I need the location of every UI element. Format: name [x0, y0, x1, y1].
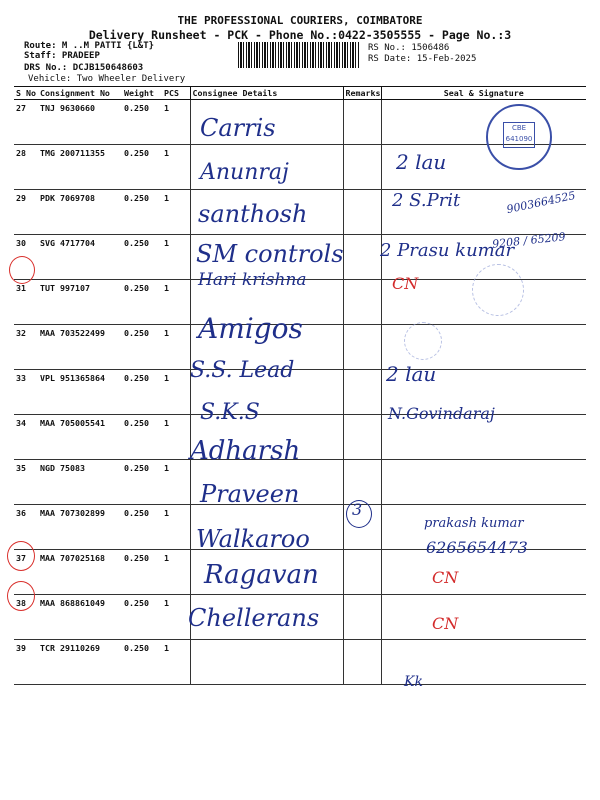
remarks-cell — [343, 595, 381, 640]
remarks-cell — [343, 145, 381, 190]
consignment-cell: MAA 868861049 — [38, 595, 122, 640]
faint-seal-stamp — [472, 264, 524, 316]
table-row — [14, 640, 586, 685]
faint-seal-stamp — [404, 322, 442, 360]
sno-cell: 35 — [14, 460, 38, 505]
pcs-cell: 1 — [162, 505, 190, 550]
runsheet-subtitle: Delivery Runsheet - PCK - Phone No.:0422-3505555 - Page No.:3 — [88, 28, 512, 42]
vehicle-label: Vehicle: Two Wheeler Delivery — [28, 74, 186, 84]
col-sno: S No — [14, 87, 38, 100]
weight-cell: 0.250 — [122, 370, 162, 415]
remarks-cell — [343, 280, 381, 325]
pcs-cell: 1 — [162, 550, 190, 595]
col-pcs: PCS — [162, 87, 190, 100]
handwritten-signature: 2 lau — [386, 362, 437, 386]
consignee-cell — [190, 640, 343, 685]
handwritten-consignee: santhosh — [198, 200, 308, 228]
col-consignee: Consignee Details — [190, 87, 343, 100]
col-signature: Seal & Signature — [381, 87, 586, 100]
consignment-cell: TMG 200711355 — [38, 145, 122, 190]
consignment-cell: PDK 7069708 — [38, 190, 122, 235]
pcs-cell: 1 — [162, 325, 190, 370]
red-circle-mark — [7, 581, 35, 611]
sno-cell: 31 — [14, 280, 38, 325]
consignment-cell: VPL 951365864 — [38, 370, 122, 415]
rs-date: RS Date: 15-Feb-2025 — [368, 54, 477, 64]
signature-cell — [381, 460, 586, 505]
weight-cell: 0.250 — [122, 460, 162, 505]
staff-label: Staff: PRADEEP — [24, 51, 100, 61]
handwritten-consignee: Hari krishna — [198, 270, 307, 290]
sno-cell: 36 — [14, 505, 38, 550]
consignment-cell: TCR 29110269 — [38, 640, 122, 685]
sno-cell: 34 — [14, 415, 38, 460]
handwritten-consignee: S.S. Lead — [190, 358, 295, 383]
handwritten-signature: CN — [392, 274, 419, 293]
weight-cell: 0.250 — [122, 100, 162, 145]
handwritten-consignee: Carris — [200, 114, 276, 142]
handwritten-consignee: Chellerans — [188, 604, 320, 632]
handwritten-signature: 9003664525 — [505, 188, 577, 217]
weight-cell: 0.250 — [122, 415, 162, 460]
handwritten-consignee: Praveen — [200, 480, 300, 508]
col-weight: Weight — [122, 87, 162, 100]
drs-number: DRS No.: DCJB150648603 — [24, 63, 144, 73]
pcs-cell: 1 — [162, 415, 190, 460]
pcs-cell: 1 — [162, 280, 190, 325]
company-title: THE PROFESSIONAL COURIERS, COIMBATORE — [177, 14, 423, 27]
sno-cell: 33 — [14, 370, 38, 415]
handwritten-consignee: SM controls — [196, 240, 344, 268]
remarks-cell — [343, 235, 381, 280]
weight-cell: 0.250 — [122, 145, 162, 190]
col-remarks: Remarks — [343, 87, 381, 100]
table-row — [14, 460, 586, 505]
sno-cell: 29 — [14, 190, 38, 235]
consignment-cell: MAA 707025168 — [38, 550, 122, 595]
table-header-row — [14, 87, 586, 100]
seal-text: CBE 641090 — [503, 122, 535, 148]
handwritten-signature: 2 S.Prit — [392, 190, 461, 211]
sno-cell: 27 — [14, 100, 38, 145]
pcs-cell: 1 — [162, 145, 190, 190]
consignment-cell: SVG 4717704 — [38, 235, 122, 280]
remarks-cell — [343, 550, 381, 595]
handwritten-signature: prakash kumar — [424, 516, 524, 531]
handwritten-signature: Kk — [404, 674, 423, 690]
sno-cell: 30 — [14, 235, 38, 280]
sno-cell: 38 — [14, 595, 38, 640]
handwritten-signature: CN — [432, 568, 459, 587]
remarks-cell — [343, 325, 381, 370]
weight-cell: 0.250 — [122, 235, 162, 280]
sno-cell: 39 — [14, 640, 38, 685]
handwritten-consignee: Anunraj — [200, 160, 289, 185]
signature-cell — [381, 595, 586, 640]
weight-cell: 0.250 — [122, 190, 162, 235]
col-consignment: Consignment No — [38, 87, 122, 100]
red-circle-mark — [9, 256, 35, 284]
route-label: Route: M ..M PATTI {L&T} — [24, 41, 155, 51]
handwritten-signature: 2 lau — [396, 150, 447, 174]
handwritten-signature: CN — [432, 614, 459, 633]
barcode — [238, 42, 360, 68]
signature-cell — [381, 100, 586, 145]
handwritten-consignee: Ragavan — [204, 560, 319, 590]
pcs-cell: 1 — [162, 100, 190, 145]
pcs-cell: 1 — [162, 370, 190, 415]
handwritten-consignee: Adharsh — [190, 436, 301, 466]
handwritten-signature: N.Govindaraj — [388, 404, 495, 423]
weight-cell: 0.250 — [122, 595, 162, 640]
sno-cell: 32 — [14, 325, 38, 370]
weight-cell: 0.250 — [122, 640, 162, 685]
rs-number: RS No.: 1506486 — [368, 43, 450, 53]
pcs-cell: 1 — [162, 235, 190, 280]
remarks-cell — [343, 190, 381, 235]
remarks-cell — [343, 100, 381, 145]
consignment-cell: MAA 707302899 — [38, 505, 122, 550]
sno-cell: 28 — [14, 145, 38, 190]
handwritten-signature: 9208 / 65209 — [491, 230, 567, 251]
handwritten-signature: 3 — [352, 500, 363, 519]
consignment-cell: MAA 705005541 — [38, 415, 122, 460]
remarks-cell — [343, 370, 381, 415]
pcs-cell: 1 — [162, 460, 190, 505]
consignment-cell: TUT 997107 — [38, 280, 122, 325]
consignment-cell: MAA 703522499 — [38, 325, 122, 370]
weight-cell: 0.250 — [122, 550, 162, 595]
pcs-cell: 1 — [162, 640, 190, 685]
handwritten-signature: 2 Prasu kumar — [380, 240, 515, 261]
remarks-cell — [343, 640, 381, 685]
sno-cell: 37 — [14, 550, 38, 595]
handwritten-signature: 6265654473 — [426, 538, 528, 557]
handwritten-consignee: Amigos — [198, 312, 303, 345]
remarks-cell — [343, 460, 381, 505]
consignment-cell: TNJ 9630660 — [38, 100, 122, 145]
weight-cell: 0.250 — [122, 325, 162, 370]
pcs-cell: 1 — [162, 595, 190, 640]
table-row — [14, 370, 586, 415]
remarks-cell — [343, 415, 381, 460]
weight-cell: 0.250 — [122, 505, 162, 550]
runsheet-table — [14, 86, 586, 685]
pcs-cell: 1 — [162, 190, 190, 235]
weight-cell: 0.250 — [122, 280, 162, 325]
blue-circle-mark — [346, 500, 372, 528]
company-seal-stamp — [486, 104, 552, 170]
consignment-cell: NGD 75083 — [38, 460, 122, 505]
handwritten-consignee: S.K.S — [200, 400, 260, 425]
handwritten-consignee: Walkaroo — [196, 525, 310, 553]
red-circle-mark — [7, 541, 35, 571]
